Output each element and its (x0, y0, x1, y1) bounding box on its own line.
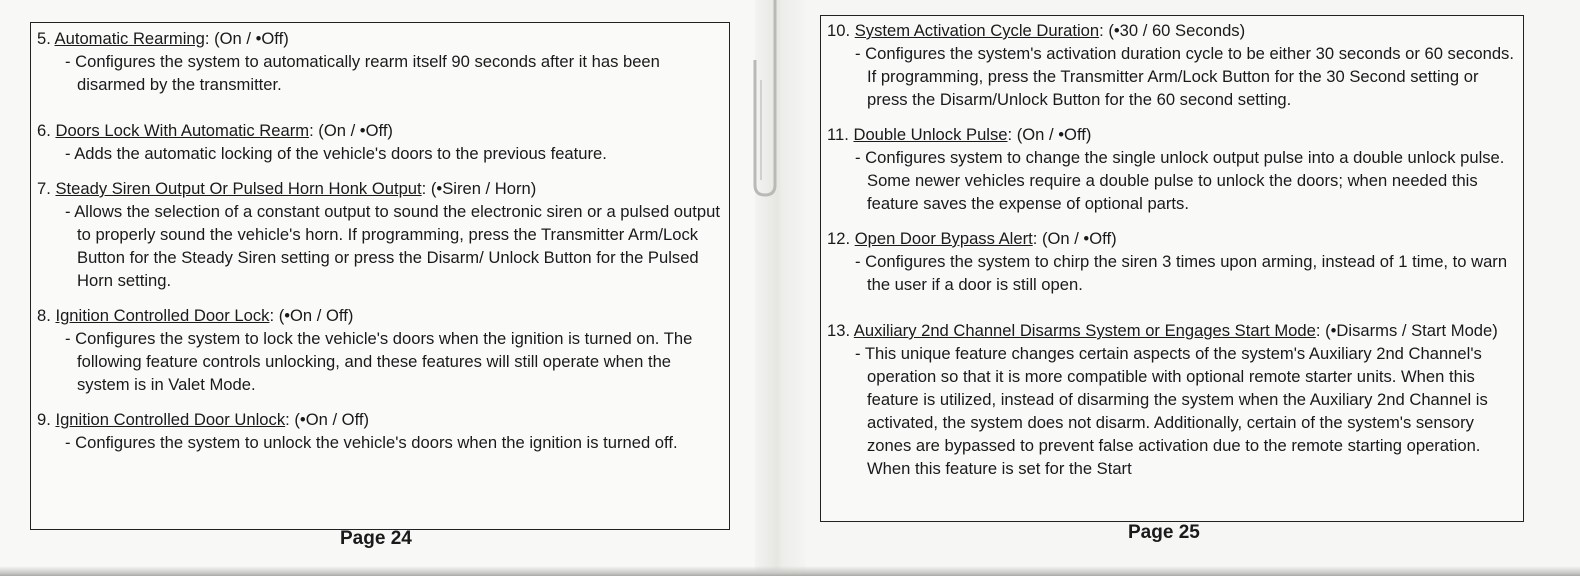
feature-title-line (37, 119, 729, 142)
feature-title-line (37, 177, 729, 200)
feature-options: : (•On / Off) (285, 410, 370, 429)
feature-title: Open Door Bypass Alert (854, 229, 1033, 248)
feature-title: Doors Lock With Automatic Rearm (55, 121, 310, 140)
page-bottom-edge (0, 566, 1580, 576)
left-content-box (30, 22, 730, 530)
feature-item-8 (37, 304, 729, 396)
feature-description: - This unique feature changes certain aspects of the system's Auxiliary 2nd Channel's operation so that it is more compatible with optional remote starter units. When this feature is utilized, instead of disarming the system when the Auxiliary 2nd Channel is activated, the system does not disarm. Additionally, certain of the system's sensory zones are bypassed to prevent false activation due to the remote starting operation. When this feature is set for the Start (855, 344, 1488, 478)
feature-item-13 (827, 319, 1523, 480)
feature-title-line (37, 27, 729, 50)
feature-description: - Configures the system to automatically rearm itself 90 seconds after it has been disarmed by the transmitter. (65, 52, 660, 94)
feature-number: 12. (827, 229, 851, 248)
feature-description: - Allows the selection of a constant output to sound the electronic siren or a pulsed output to properly sound the vehicle's horn. If programming, press the Transmitter Arm/Lock Button for the Steady Siren setting or press the Disarm/ Unlock Button for the Pulsed Horn setting. (65, 202, 720, 290)
feature-options: : (On / •Off) (204, 29, 289, 48)
page-number-left: Page 24 (340, 528, 412, 549)
feature-title-line (827, 19, 1523, 42)
feature-title: Ignition Controlled Door Lock (55, 306, 270, 325)
feature-item-11 (827, 123, 1523, 215)
feature-title-line (37, 304, 729, 327)
feature-title-line (37, 408, 729, 431)
feature-title: System Activation Cycle Duration (854, 21, 1100, 40)
feature-options: : (On / •Off) (1007, 125, 1092, 144)
feature-description: - Adds the automatic locking of the vehicle's doors to the previous feature. (65, 144, 607, 163)
page-number-right: Page 25 (1128, 522, 1200, 543)
feature-options: : (•Disarms / Start Mode) (1315, 321, 1498, 340)
feature-number: 8. (37, 306, 51, 325)
feature-options: : (•Siren / Horn) (421, 179, 537, 198)
feature-description: - Configures the system to unlock the vehicle's doors when the ignition is turned off. (65, 433, 678, 452)
feature-options: : (On / •Off) (309, 121, 393, 140)
feature-description: - Configures the system's activation duration cycle to be either 30 seconds or 60 seconds. If programming, press the Transmitter Arm/Lock Button for the 30 Second setting or press the Disarm/Unlock Button for the 60 second setting. (855, 44, 1514, 109)
feature-item-7 (37, 177, 729, 292)
feature-description: - Configures the system to chirp the siren 3 times upon arming, instead of 1 time, to warn the user if a door is still open. (855, 252, 1508, 294)
feature-title-line (827, 227, 1523, 250)
feature-number: 13. (827, 321, 851, 340)
feature-item-5 (37, 27, 729, 96)
feature-title: Steady Siren Output Or Pulsed Horn Honk Output (55, 179, 422, 198)
feature-title-line (827, 319, 1523, 342)
feature-item-10 (827, 19, 1523, 111)
feature-options: : (•30 / 60 Seconds) (1099, 21, 1246, 40)
feature-number: 10. (827, 21, 851, 40)
feature-title: Auxiliary 2nd Channel Disarms System or Engages Start Mode (853, 321, 1316, 340)
feature-title: Automatic Rearming (54, 29, 205, 48)
feature-number: 11. (827, 125, 849, 144)
feature-description: - Configures the system to lock the vehicle's doors when the ignition is turned on. The following feature controls unlocking, and these features will still operate when the system is in Valet Mode. (65, 329, 693, 394)
right-content-box (820, 15, 1524, 522)
paper-clip-icon (745, 0, 795, 200)
feature-options: : (•On / Off) (269, 306, 354, 325)
feature-item-12 (827, 227, 1523, 296)
feature-number: 6. (37, 121, 51, 140)
feature-title: Ignition Controlled Door Unlock (55, 410, 286, 429)
feature-title: Double Unlock Pulse (853, 125, 1008, 144)
feature-description: - Configures system to change the single unlock output pulse into a double unlock pulse. Some newer vehicles require a double pulse to unlock the doors; when needed this feature saves the expense of optional parts. (855, 148, 1505, 213)
feature-number: 9. (37, 410, 51, 429)
feature-number: 5. (37, 29, 51, 48)
feature-number: 7. (37, 179, 51, 198)
feature-item-6 (37, 119, 729, 165)
feature-options: : (On / •Off) (1032, 229, 1117, 248)
feature-item-9 (37, 408, 729, 454)
feature-title-line (827, 123, 1523, 146)
